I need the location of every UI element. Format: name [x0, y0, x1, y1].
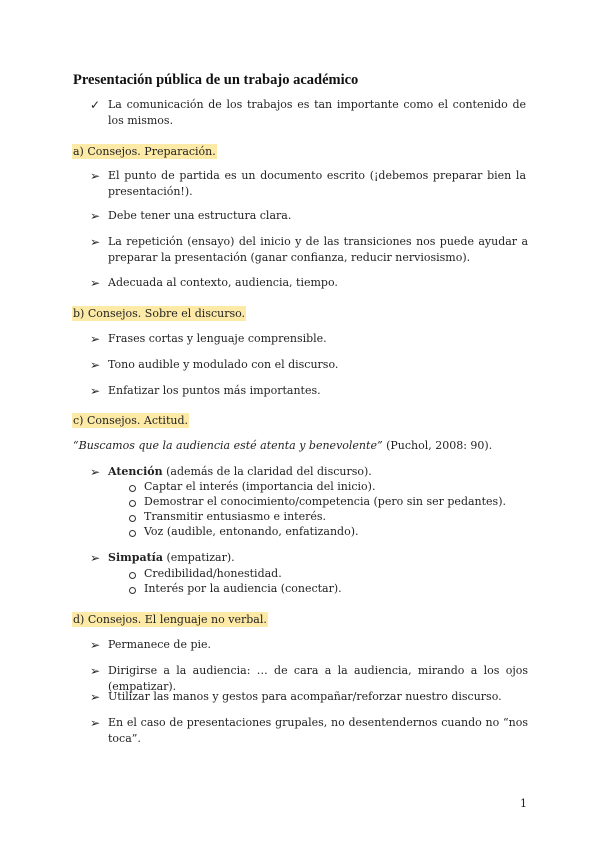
circle-bullet-icon	[129, 485, 136, 492]
section-c-heading: c) Consejos. Actitud.	[73, 414, 188, 427]
section-d-heading: d) Consejos. El lenguaje no verbal.	[73, 613, 267, 626]
list-item: Dirigirse a la audiencia: … de cara a la audiencia, mirando a los ojos (empatizar).	[108, 664, 528, 693]
arrow-bullet-icon: ➢	[90, 332, 101, 346]
list-item: En el caso de presentaciones grupales, no desentendernos cuando no “nos toca”.	[108, 716, 528, 745]
list-item: Tono audible y modulado con el discurso.	[108, 358, 339, 371]
arrow-bullet-icon: ➢	[90, 169, 101, 183]
intro-text: La comunicación de los trabajos es tan importante como el contenido de los mismos.	[108, 98, 526, 127]
sub-list-item: Demostrar el conocimiento/competencia (pero sin ser pedantes).	[144, 495, 506, 508]
arrow-bullet-icon: ➢	[90, 384, 101, 398]
arrow-bullet-icon: ➢	[90, 358, 101, 372]
list-item: La repetición (ensayo) del inicio y de las transiciones nos puede ayudar a preparar la presentación (ganar confianza, reducir nerviosismo).	[108, 235, 528, 264]
page-number: 1	[520, 797, 527, 810]
circle-bullet-icon	[129, 515, 136, 522]
list-item: Adecuada al contexto, audiencia, tiempo.	[108, 276, 338, 289]
list-item: Debe tener una estructura clara.	[108, 209, 292, 222]
circle-bullet-icon	[129, 587, 136, 594]
arrow-bullet-icon: ➢	[90, 716, 101, 730]
citation-quote: “Buscamos que la audiencia esté atenta y benevolente” (Puchol, 2008: 90).	[73, 439, 493, 452]
section-b-heading: b) Consejos. Sobre el discurso.	[73, 307, 246, 320]
arrow-bullet-icon: ➢	[90, 690, 101, 704]
sub-list-item: Captar el interés (importancia del inicio).	[144, 480, 376, 493]
section-a-heading: a) Consejos. Preparación.	[73, 145, 216, 158]
list-item: Simpatía (empatizar).	[108, 551, 235, 564]
arrow-bullet-icon: ➢	[90, 235, 101, 249]
page-title: Presentación pública de un trabajo académico	[73, 72, 359, 88]
circle-bullet-icon	[129, 530, 136, 537]
sub-list-item: Transmitir entusiasmo e interés.	[144, 510, 326, 523]
circle-bullet-icon	[129, 572, 136, 579]
sub-list-item: Credibilidad/honestidad.	[144, 567, 282, 580]
list-item: Frases cortas y lenguaje comprensible.	[108, 332, 327, 345]
sub-list-item: Voz (audible, entonando, enfatizando).	[144, 525, 359, 538]
arrow-bullet-icon: ➢	[90, 551, 101, 565]
arrow-bullet-icon: ➢	[90, 465, 101, 479]
arrow-bullet-icon: ➢	[90, 664, 101, 678]
list-item: Utilizar las manos y gestos para acompañar/reforzar nuestro discurso.	[108, 690, 502, 703]
arrow-bullet-icon: ➢	[90, 638, 101, 652]
sub-list-item: Interés por la audiencia (conectar).	[144, 582, 342, 595]
list-item: Permanece de pie.	[108, 638, 212, 651]
arrow-bullet-icon: ➢	[90, 209, 101, 223]
list-item: El punto de partida es un documento escrito (¡debemos preparar bien la presentación!).	[108, 169, 526, 198]
check-icon: ✓	[90, 98, 101, 112]
arrow-bullet-icon: ➢	[90, 276, 101, 290]
list-item: Enfatizar los puntos más importantes.	[108, 384, 321, 397]
circle-bullet-icon	[129, 500, 136, 507]
list-item: Atención (además de la claridad del discurso).	[108, 465, 372, 478]
